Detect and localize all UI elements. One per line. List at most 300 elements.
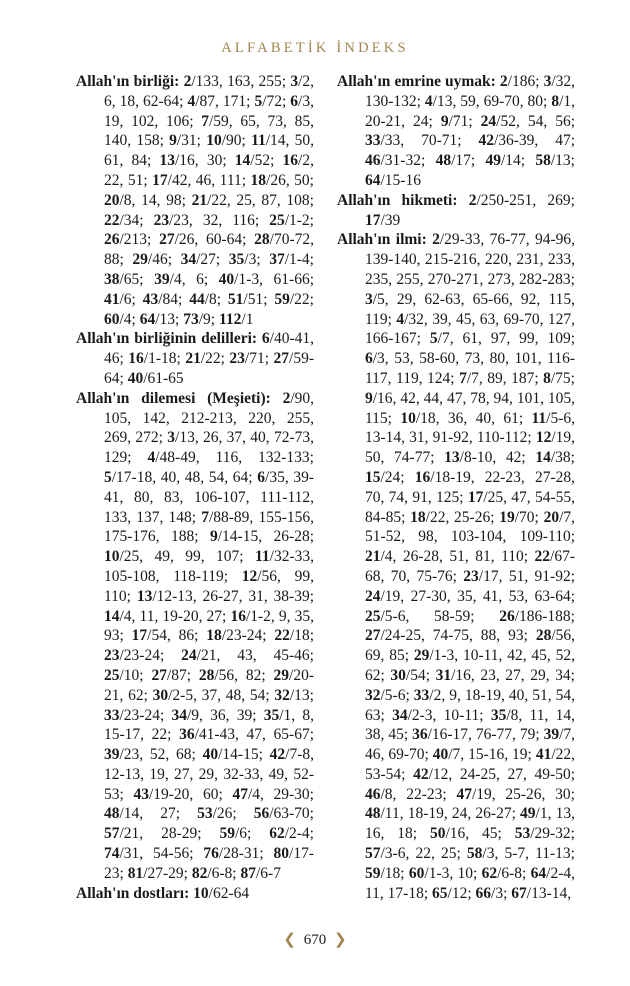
verse-numbers: /31-32; — [380, 152, 436, 170]
verse-numbers: /250-251, 269; — [476, 191, 575, 209]
verse-numbers: /7, 89, 187; — [466, 369, 544, 387]
surah-number: 36 — [179, 726, 195, 744]
verse-numbers: /17-23; — [104, 845, 314, 882]
surah-number: 2 — [282, 389, 291, 407]
verse-numbers: /8, 14, 98; — [119, 191, 192, 209]
surah-number: 16 — [128, 350, 144, 368]
surah-number: 24 — [365, 587, 381, 605]
verse-numbers: /36-39, 47; — [493, 132, 575, 150]
surah-number: 32 — [365, 686, 381, 704]
verse-numbers: /19-20, 60; — [148, 785, 233, 803]
verse-numbers: /14, 27; — [119, 805, 198, 823]
index-entry-heading: Allah'ın birliği: — [76, 73, 180, 90]
surah-number: 10 — [206, 132, 222, 150]
surah-number: 21 — [185, 350, 201, 368]
surah-number: 10 — [104, 548, 120, 566]
surah-number: 59 — [219, 825, 235, 843]
surah-number: 46 — [365, 152, 381, 170]
verse-numbers: /26, 60-64; — [174, 231, 255, 249]
surah-number: 39 — [104, 746, 120, 764]
index-entry — [76, 389, 314, 884]
verse-numbers: /20-21, 62; — [104, 666, 314, 704]
verse-numbers: /56, 99, 110; — [104, 567, 314, 605]
verse-numbers: /19, 27-30, 35, 41, 53, 63-64; — [380, 587, 575, 605]
surah-number: 27 — [273, 350, 290, 368]
verse-numbers: /33, 70-71; — [380, 132, 479, 150]
verse-numbers: /11, 18-19, 24, 26-27; — [380, 805, 521, 823]
surah-number: 12 — [535, 429, 552, 447]
surah-number: 29 — [273, 666, 290, 684]
surah-number: 82 — [191, 864, 208, 882]
verse-numbers: /1, 20-21, 24; — [365, 92, 575, 130]
surah-number: 16 — [230, 607, 246, 625]
surah-number: 5 — [254, 92, 263, 110]
verse-numbers: /42, 46, 111; — [167, 171, 251, 189]
verse-numbers: /186-188; — [514, 607, 575, 625]
surah-number: 6 — [365, 350, 373, 368]
verse-numbers: /1, 13, 16, 18; — [365, 805, 575, 843]
verse-numbers: /27-29; — [143, 864, 192, 882]
surah-number: 66 — [475, 884, 492, 902]
surah-number: 17 — [131, 627, 148, 645]
surah-number: 30 — [152, 686, 169, 704]
surah-number: 2 — [468, 191, 477, 209]
surah-number: 2 — [432, 231, 440, 249]
verse-numbers: /87, 171; — [195, 92, 255, 110]
surah-number: 8 — [551, 92, 560, 110]
verse-numbers: /27; — [196, 251, 229, 269]
surah-number: 56 — [253, 805, 270, 823]
verse-numbers: /31, 54-56; — [119, 845, 204, 863]
index-entry-heading: Allah'ın birliğinin delilleri: — [76, 330, 258, 348]
verse-numbers: /22; — [289, 290, 314, 308]
surah-number: 33 — [365, 132, 381, 150]
surah-number: 42 — [269, 746, 286, 764]
verse-numbers: /13; — [155, 310, 184, 328]
surah-number: 37 — [269, 251, 285, 269]
verse-numbers: /24; — [380, 468, 415, 486]
surah-number: 27 — [159, 231, 175, 249]
surah-number: 20 — [543, 508, 560, 526]
verse-numbers: /2, 9, 18-19, 40, 51, 54, 63; — [365, 686, 575, 724]
verse-numbers: /54, 86; — [147, 627, 207, 645]
verse-numbers: /7, 61, 97, 99, 109; — [437, 330, 575, 348]
surah-number: 80 — [273, 845, 290, 863]
verse-numbers: /54; — [405, 666, 436, 684]
verse-numbers: /32, 39, 45, 63, 69-70, 127, 166-167; — [365, 310, 576, 348]
verse-numbers: /70; — [514, 508, 544, 526]
surah-number: 53 — [514, 825, 531, 843]
verse-numbers: /13, 26, 37, 40, 72-73, 129; — [104, 429, 315, 467]
surah-number: 35 — [263, 706, 280, 724]
surah-number: 31 — [435, 666, 452, 684]
surah-number: 8 — [543, 369, 551, 387]
surah-number: 27 — [365, 627, 381, 645]
surah-number: 17 — [467, 488, 484, 506]
verse-numbers: /61-65 — [143, 369, 184, 387]
surah-number: 42 — [478, 132, 494, 150]
surah-number: 40 — [218, 270, 235, 288]
verse-numbers: /2-4; — [284, 825, 314, 843]
surah-number: 25 — [104, 666, 120, 684]
verse-numbers: /18, 36, 40, 61; — [415, 409, 532, 427]
verse-numbers: /7-8, 12-13, 19, 27, 29, 32-33, 49, 52-53; — [104, 746, 314, 803]
verse-numbers: /26; — [212, 805, 254, 823]
surah-number: 21 — [365, 548, 381, 566]
verse-numbers: /16-17, 76-77, 79; — [427, 726, 544, 744]
surah-number: 6 — [290, 92, 299, 110]
verse-numbers: /21, 28-29; — [119, 825, 220, 843]
surah-number: 44 — [189, 290, 205, 308]
index-entry — [337, 191, 575, 231]
verse-numbers: /90, 105, 142, 212-213, 220, 255, 269, 272; — [104, 389, 314, 447]
verse-numbers: /22; — [200, 350, 230, 368]
surah-number: 5 — [104, 468, 112, 486]
surah-number: 3 — [543, 73, 552, 90]
verse-numbers: /35, 39-41, 80, 83, 106-107, 111-112, 133, 137, 148; — [104, 468, 315, 526]
surah-number: 58 — [466, 845, 483, 863]
surah-number: 27 — [151, 666, 167, 684]
verse-numbers: /1-3, 10; — [424, 864, 482, 882]
surah-number: 23 — [153, 211, 170, 229]
verse-numbers: /59-64; — [104, 350, 314, 387]
ornament-right-icon: ❯ — [334, 932, 347, 948]
surah-number: 29 — [413, 647, 430, 665]
verse-numbers: /18-19, 22-23, 27-28, 70, 74, 91, 125; — [365, 468, 575, 506]
surah-number: 6 — [257, 468, 266, 486]
surah-number: 14 — [535, 449, 551, 467]
verse-numbers: /2-3, 10-11; — [407, 706, 491, 724]
surah-number: 17 — [152, 171, 168, 189]
surah-number: 25 — [365, 607, 381, 625]
surah-number: 43 — [142, 290, 159, 308]
verse-numbers: /62-64 — [208, 884, 250, 902]
surah-number: 112 — [219, 310, 242, 328]
surah-number: 33 — [413, 686, 430, 704]
verse-numbers: /5-6, 58-59; — [380, 607, 500, 625]
surah-number: 22 — [104, 211, 120, 229]
surah-number: 15 — [365, 468, 381, 486]
verse-numbers: /1-3, 61-66; — [234, 270, 314, 288]
verse-numbers: /9, 36, 39; — [186, 706, 264, 724]
verse-numbers: /52; — [250, 152, 283, 170]
surah-number: 49 — [520, 805, 536, 823]
surah-number: 53 — [197, 805, 213, 823]
verse-numbers: /40-41, 46; — [104, 330, 315, 368]
verse-numbers: /56, 82; — [214, 666, 274, 684]
verse-numbers: /3, 53, 58-60, 73, 80, 101, 116-117, 119, 124; — [365, 350, 575, 387]
surah-number: 40 — [127, 369, 144, 387]
surah-number: 5 — [429, 330, 438, 348]
page-header-title: ALFABETİK İNDEKS — [221, 40, 409, 56]
verse-numbers: /72; — [262, 92, 291, 110]
verse-numbers: /25, 47, 54-55, 84-85; — [365, 488, 575, 526]
verse-numbers: /4; — [119, 310, 140, 328]
surah-number: 4 — [424, 92, 433, 110]
surah-number: 2 — [183, 73, 192, 90]
verse-numbers: /24-25, 74-75, 88, 93; — [380, 627, 536, 645]
surah-number: 62 — [481, 864, 498, 882]
verse-numbers: /12, 24-25, 27, 49-50; — [428, 765, 576, 783]
verse-numbers: /1-4; — [284, 251, 314, 269]
verse-numbers: /90; — [221, 132, 252, 150]
index-entry-heading: Allah'ın hikmeti: — [337, 191, 458, 209]
surah-number: 28 — [254, 231, 270, 249]
index-column-left — [76, 72, 314, 903]
verse-numbers: /6-7 — [256, 864, 281, 882]
verse-numbers: /213; — [119, 231, 160, 249]
surah-number: 42 — [413, 765, 429, 783]
surah-number: 41 — [535, 746, 552, 764]
verse-numbers: /7, 51-52, 98, 103-104, 109-110; — [365, 508, 575, 546]
verse-numbers: /8-10, 42; — [459, 449, 536, 467]
verse-numbers: /32-33, 105-108, 118-119; — [104, 548, 314, 585]
surah-number: 87 — [240, 864, 256, 882]
verse-numbers: /34; — [119, 211, 154, 229]
verse-numbers: /18; — [289, 627, 315, 645]
verse-numbers: /16, 45; — [445, 825, 515, 843]
surah-number: 39 — [543, 726, 560, 744]
surah-number: 21 — [191, 191, 208, 209]
surah-number: 35 — [490, 706, 507, 724]
verse-numbers: /22, 53-54; — [365, 746, 575, 783]
surah-number: 18 — [206, 627, 222, 645]
surah-number: 10 — [400, 409, 416, 427]
verse-numbers: /3, 5-7, 11-13; — [482, 845, 575, 863]
verse-numbers: /8, 11, 14, 38, 45; — [365, 706, 575, 744]
verse-numbers: /7, 15-16, 19; — [448, 746, 536, 764]
surah-number: 7 — [459, 369, 467, 387]
verse-numbers: /23, 32, 116; — [169, 211, 270, 229]
surah-number: 28 — [198, 666, 215, 684]
verse-numbers: /28-31; — [218, 845, 274, 863]
surah-number: 60 — [408, 864, 425, 882]
surah-number: 34 — [392, 706, 408, 724]
verse-numbers: /19, 50, 74-77; — [365, 429, 575, 467]
surah-number: 16 — [414, 468, 431, 486]
surah-number: 11 — [531, 409, 547, 427]
verse-numbers: /16, 30; — [174, 152, 235, 170]
surah-number: 59 — [274, 290, 290, 308]
surah-number: 49 — [485, 152, 501, 170]
surah-number: 57 — [365, 845, 381, 863]
surah-number: 26 — [104, 231, 120, 249]
verse-numbers: /67-68, 70, 75-76; — [365, 548, 575, 585]
surah-number: 65 — [432, 884, 448, 902]
verse-numbers: /8, 22-23; — [380, 785, 457, 803]
surah-number: 13 — [159, 152, 175, 170]
surah-number: 14 — [234, 152, 251, 170]
verse-numbers: /22, 25, 87, 108; — [207, 191, 314, 209]
surah-number: 38 — [104, 270, 120, 288]
verse-numbers: /186; — [507, 73, 544, 90]
verse-numbers: /2-4, 11, 17-18; — [365, 864, 575, 902]
verse-numbers: /17; — [451, 152, 486, 170]
surah-number: 48 — [104, 805, 120, 823]
verse-numbers: /17, 51, 91-92; — [478, 567, 576, 585]
surah-number: 10 — [193, 884, 209, 902]
surah-number: 3 — [167, 429, 176, 447]
verse-numbers: /6; — [119, 290, 143, 308]
surah-number: 14 — [104, 607, 120, 625]
verse-numbers: /13; — [289, 686, 314, 704]
verse-numbers: /1-2; — [284, 211, 314, 229]
verse-numbers: /56, 69, 85; — [365, 627, 575, 665]
surah-number: 74 — [104, 845, 120, 863]
verse-numbers: /2, 6, 18, 62-64; — [104, 73, 314, 110]
surah-number: 28 — [535, 627, 552, 645]
verse-numbers: /23-24; — [119, 647, 182, 665]
surah-number: 64 — [530, 864, 547, 882]
verse-numbers: /8; — [204, 290, 228, 308]
verse-numbers: /6; — [234, 825, 270, 843]
verse-numbers: /12; — [447, 884, 476, 902]
verse-numbers: /13, 59, 69-70, 80; — [432, 92, 552, 110]
surah-number: 4 — [147, 449, 156, 467]
verse-numbers: /51; — [243, 290, 275, 308]
surah-number: 9 — [210, 528, 218, 546]
verse-numbers: /26, 50; — [266, 171, 314, 189]
verse-numbers: /4, 29-30; — [247, 785, 314, 803]
surah-number: 24 — [480, 112, 497, 130]
verse-numbers: /65; — [119, 270, 155, 288]
verse-numbers: /13; — [550, 152, 575, 170]
verse-numbers: /75; — [550, 369, 575, 387]
surah-number: 51 — [227, 290, 244, 308]
verse-numbers: /29-33, 76-77, 94-96, 139-140, 215-216, 220, 231, 233, 235, 255, 270-271, 273, 282-283; — [365, 231, 576, 288]
surah-number: 3 — [290, 73, 299, 90]
verse-numbers: /21, 43, 45-46; — [196, 647, 314, 665]
verse-numbers: /133, 163, 255; — [191, 73, 291, 90]
surah-number: 48 — [435, 152, 452, 170]
index-entry — [76, 329, 314, 388]
surah-number: 25 — [269, 211, 285, 229]
surah-number: 64 — [365, 171, 381, 189]
verse-numbers: /14-15; — [218, 746, 270, 764]
verse-numbers: /41-43, 47, 65-67; — [194, 726, 314, 744]
surah-number: 22 — [534, 548, 551, 566]
surah-number: 3 — [365, 290, 373, 308]
verse-numbers: /59, 65, 73, 85, 140, 158; — [104, 112, 314, 150]
surah-number: 36 — [412, 726, 428, 744]
verse-numbers: /3; — [244, 251, 270, 269]
verse-numbers: /48-49, 116, 132-133; — [155, 449, 314, 467]
verse-numbers: /9; — [198, 310, 219, 328]
index-entry-heading: Allah'ın emrine uymak: — [337, 73, 496, 90]
verse-numbers: /31; — [176, 132, 207, 150]
verse-numbers: /12-13, 26-27, 31, 38-39; — [152, 587, 314, 605]
verse-numbers: /6-8; — [207, 864, 241, 882]
verse-numbers: /3; — [491, 884, 512, 902]
surah-number: 47 — [456, 785, 472, 803]
verse-numbers: /7, 46, 69-70; — [365, 726, 575, 764]
verse-numbers: /2, 22, 51; — [104, 152, 314, 189]
verse-numbers: /71; — [244, 350, 274, 368]
verse-numbers: /4, 6; — [169, 270, 219, 288]
index-entry — [76, 72, 314, 329]
surah-number: 11 — [255, 548, 270, 566]
surah-number: 7 — [201, 508, 209, 526]
index-entry-heading: Allah'ın dilemesi (Meşieti): — [76, 389, 271, 407]
index-entry-heading: Allah'ın ilmi: — [337, 231, 427, 249]
surah-number: 23 — [229, 350, 245, 368]
surah-number: 16 — [282, 152, 299, 170]
surah-number: 40 — [202, 746, 219, 764]
surah-number: 32 — [274, 686, 290, 704]
surah-number: 24 — [181, 647, 197, 665]
verse-numbers: /23, 52, 68; — [119, 746, 203, 764]
surah-number: 11 — [251, 132, 266, 150]
surah-number: 12 — [241, 567, 258, 585]
verse-numbers: /10; — [119, 666, 152, 684]
surah-number: 4 — [187, 92, 196, 110]
surah-number: 81 — [127, 864, 144, 882]
surah-number: 43 — [133, 785, 149, 803]
surah-number: 46 — [365, 785, 381, 803]
verse-numbers: /5, 29, 62-63, 65-66, 92, 115, 119; — [365, 290, 575, 328]
verse-numbers: /4, 26-28, 51, 81, 110; — [380, 548, 535, 566]
surah-number: 48 — [365, 805, 381, 823]
index-entry-heading: Allah'ın dostları: — [76, 884, 190, 902]
surah-number: 9 — [440, 112, 449, 130]
surah-number: 20 — [104, 191, 120, 209]
surah-number: 62 — [269, 825, 285, 843]
surah-number: 35 — [228, 251, 245, 269]
surah-number: 29 — [132, 251, 148, 269]
verse-numbers: /87; — [166, 666, 199, 684]
verse-numbers: /23-24; — [119, 706, 172, 724]
verse-numbers: /88-89, 155-156, 175-176, 188; — [104, 508, 314, 546]
surah-number: 59 — [365, 864, 381, 882]
verse-numbers: /1-2, 9, 35, 93; — [104, 607, 315, 645]
surah-number: 47 — [232, 785, 248, 803]
surah-number: 18 — [250, 171, 267, 189]
verse-numbers: /23-24; — [221, 627, 275, 645]
surah-number: 76 — [203, 845, 219, 863]
verse-numbers: /3, 19, 102, 106; — [104, 92, 314, 130]
surah-number: 64 — [139, 310, 156, 328]
surah-number: 67 — [511, 884, 527, 902]
surah-number: 18 — [410, 508, 426, 526]
index-column-right — [337, 72, 575, 903]
verse-numbers: /1 — [241, 310, 254, 328]
verse-numbers: /5-6, 13-14, 31, 91-92, 110-112; — [365, 409, 575, 447]
surah-number: 9 — [365, 389, 373, 407]
surah-number: 9 — [169, 132, 177, 150]
verse-numbers: /22, 25-26; — [425, 508, 500, 526]
surah-number: 30 — [390, 666, 406, 684]
surah-number: 58 — [535, 152, 551, 170]
verse-numbers: /14-15, 26-28; — [217, 528, 315, 546]
surah-number: 23 — [104, 647, 120, 665]
surah-number: 40 — [432, 746, 449, 764]
page-footer — [0, 930, 630, 949]
surah-number: 13 — [136, 587, 153, 605]
surah-number: 34 — [171, 706, 187, 724]
verse-numbers: /38; — [550, 449, 575, 467]
surah-number: 39 — [154, 270, 170, 288]
index-entry — [337, 230, 575, 903]
surah-number: 50 — [429, 825, 446, 843]
verse-numbers: /39 — [380, 211, 401, 229]
verse-numbers: /2-5, 37, 48, 54; — [168, 686, 275, 704]
surah-number: 17 — [365, 211, 381, 229]
verse-numbers: /1-3, 10-11, 42, 45, 52, 62; — [365, 647, 575, 684]
page-number: 670 — [303, 932, 327, 948]
surah-number: 23 — [463, 567, 479, 585]
surah-number: 33 — [104, 706, 120, 724]
verse-numbers: /1-18; — [143, 350, 186, 368]
